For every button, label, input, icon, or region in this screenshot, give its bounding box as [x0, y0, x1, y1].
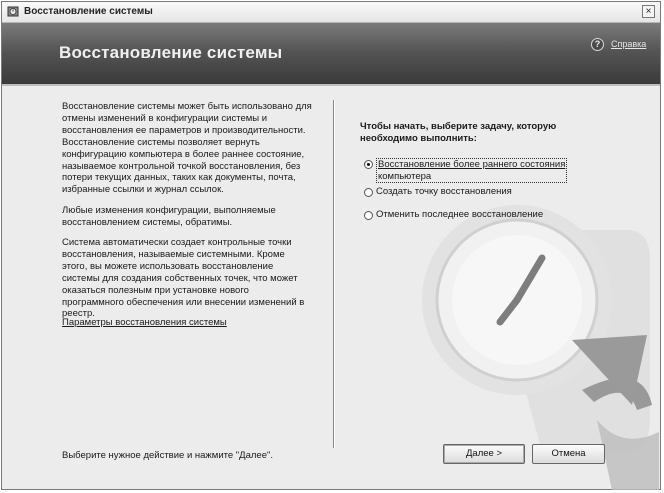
- option-undo-restore-label: Отменить последнее восстановление: [376, 209, 544, 220]
- radio-undo-restore[interactable]: [364, 211, 373, 220]
- title-bar[interactable]: [2, 2, 660, 23]
- radio-create-point[interactable]: [364, 188, 373, 197]
- bottom-hint: Выберите нужное действие и нажмите "Далее".: [62, 450, 274, 461]
- intro-paragraph: Восстановление системы может быть использовано для отмены изменений в конфигурации системы и восстановления ее параметров и производительности. Восстановление системы позволяет вернуть конфигурацию компьютера в более раннее состояние, называемое контрольной точкой восстановления, без потери текущих данных, таких как документы, почта, избранные ссылки и журнал ссылок.: [62, 101, 312, 196]
- page-title: Восстановление системы: [59, 43, 283, 62]
- cancel-button[interactable]: Отмена: [532, 444, 605, 464]
- option-restore-earlier-label: Восстановление более раннего состояния компьютера: [378, 159, 566, 182]
- option-create-point-label: Создать точку восстановления: [376, 186, 512, 197]
- task-heading: Чтобы начать, выберите задачу, которую необходимо выполнить:: [360, 121, 557, 144]
- close-icon[interactable]: ×: [642, 5, 655, 18]
- restore-settings-link[interactable]: Параметры восстановления системы: [62, 317, 227, 328]
- system-restore-icon: [7, 5, 20, 18]
- next-button[interactable]: Далее >: [443, 444, 525, 464]
- header-banner: [2, 23, 660, 86]
- reversible-paragraph: Любые изменения конфигурации, выполняемые восстановлением системы, обратимы.: [62, 205, 276, 228]
- help-link[interactable]: Справка: [611, 39, 647, 49]
- help-icon[interactable]: ?: [591, 38, 604, 51]
- system-restore-window: [1, 1, 661, 490]
- radio-restore-earlier[interactable]: [364, 160, 373, 169]
- window-title: Восстановление системы: [24, 6, 153, 17]
- vertical-divider: [333, 100, 335, 448]
- restore-points-paragraph: Система автоматически создает контрольные точки восстановления, называемые системными. Кроме этого, вы можете использовать восстановление системы для создания собственных точек, что может оказаться полезным при установке нового программного обеспечения или внесении изменений в реестр.: [62, 237, 305, 320]
